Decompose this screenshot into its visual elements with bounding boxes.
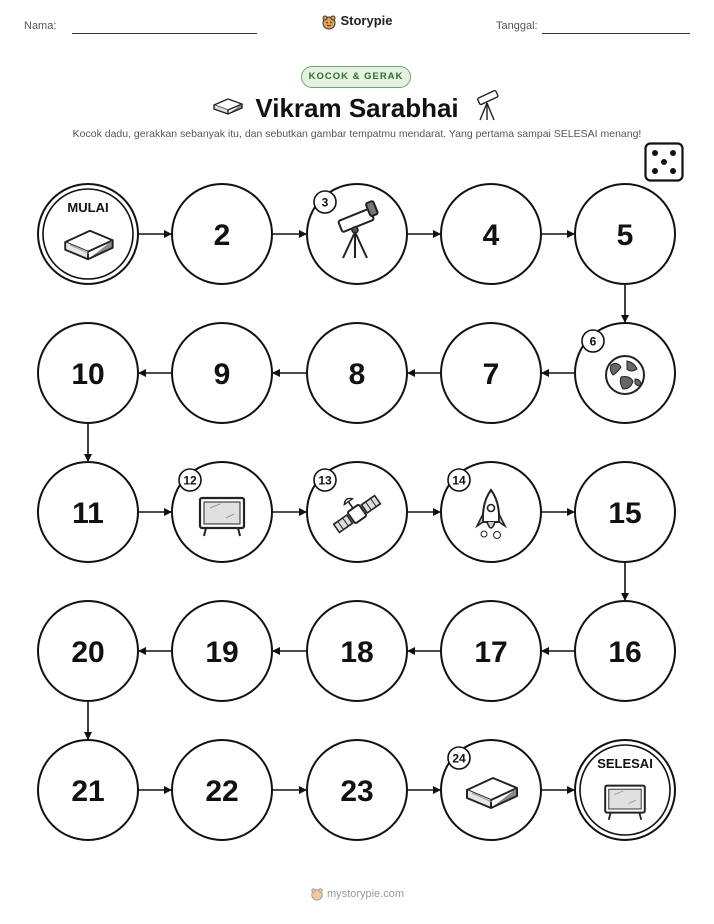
page-title: Vikram Sarabhai [255, 93, 459, 123]
start-space[interactable] [38, 184, 138, 284]
board-space[interactable] [307, 601, 407, 701]
space-number-badge: 14 [452, 473, 466, 488]
space-number: 16 [608, 636, 642, 669]
space-number-badge: 24 [452, 751, 466, 766]
board-space[interactable] [38, 740, 138, 840]
instructions: Kocok dadu, gerakkan sebanyak itu, dan sebutkan gambar tempatmu mendarat. Yang pertama sampai SELESAI menang! [72, 128, 642, 140]
board-space[interactable] [441, 462, 541, 562]
space-number: 7 [482, 358, 500, 391]
space-number-badge: 6 [589, 334, 597, 349]
finish-label: SELESAI [597, 756, 653, 771]
earth-icon [606, 356, 644, 394]
storypie-logo-icon [310, 887, 324, 901]
brand-name: Storypie [340, 13, 393, 28]
space-number-badge: 12 [183, 473, 197, 488]
space-number: 9 [213, 358, 231, 391]
activity-badge: KOCOK & GERAK [301, 66, 411, 88]
space-number: 23 [340, 775, 374, 808]
board-space[interactable] [441, 323, 541, 423]
name-label: Nama: [24, 20, 57, 32]
space-number: 21 [71, 775, 105, 808]
board-space[interactable] [307, 184, 407, 284]
space-number: 19 [205, 636, 239, 669]
space-number: 18 [340, 636, 374, 669]
board-space[interactable] [575, 462, 675, 562]
space-number: 4 [482, 219, 500, 252]
space-number: 5 [616, 219, 634, 252]
board-space[interactable] [172, 740, 272, 840]
space-number: 20 [71, 636, 105, 669]
board-space[interactable] [575, 184, 675, 284]
date-label: Tanggal: [496, 20, 538, 32]
space-number-badge: 3 [321, 195, 329, 210]
board-space[interactable] [307, 740, 407, 840]
finish-space[interactable] [575, 740, 675, 840]
board-space[interactable] [38, 462, 138, 562]
footer-url[interactable]: mystorypie.com [326, 887, 405, 900]
space-number: 17 [474, 636, 508, 669]
space-number: 22 [205, 775, 239, 808]
space-number: 2 [213, 219, 231, 252]
space-number: 8 [348, 358, 366, 391]
space-number: 15 [608, 497, 642, 530]
board-space[interactable] [575, 323, 675, 423]
space-number: 10 [71, 358, 105, 391]
footer [0, 887, 714, 901]
board-space[interactable] [441, 184, 541, 284]
space-number-badge: 13 [318, 473, 332, 488]
board-space[interactable] [172, 184, 272, 284]
board-space[interactable] [38, 601, 138, 701]
board-space[interactable] [441, 740, 541, 840]
board-space[interactable] [38, 323, 138, 423]
board-space[interactable] [172, 601, 272, 701]
board-space[interactable] [172, 323, 272, 423]
board-space[interactable] [307, 323, 407, 423]
board-space[interactable] [441, 601, 541, 701]
start-label: MULAI [67, 200, 109, 215]
board-space[interactable] [307, 462, 407, 562]
board-space[interactable] [172, 462, 272, 562]
space-number: 11 [72, 497, 104, 530]
board-space[interactable] [575, 601, 675, 701]
